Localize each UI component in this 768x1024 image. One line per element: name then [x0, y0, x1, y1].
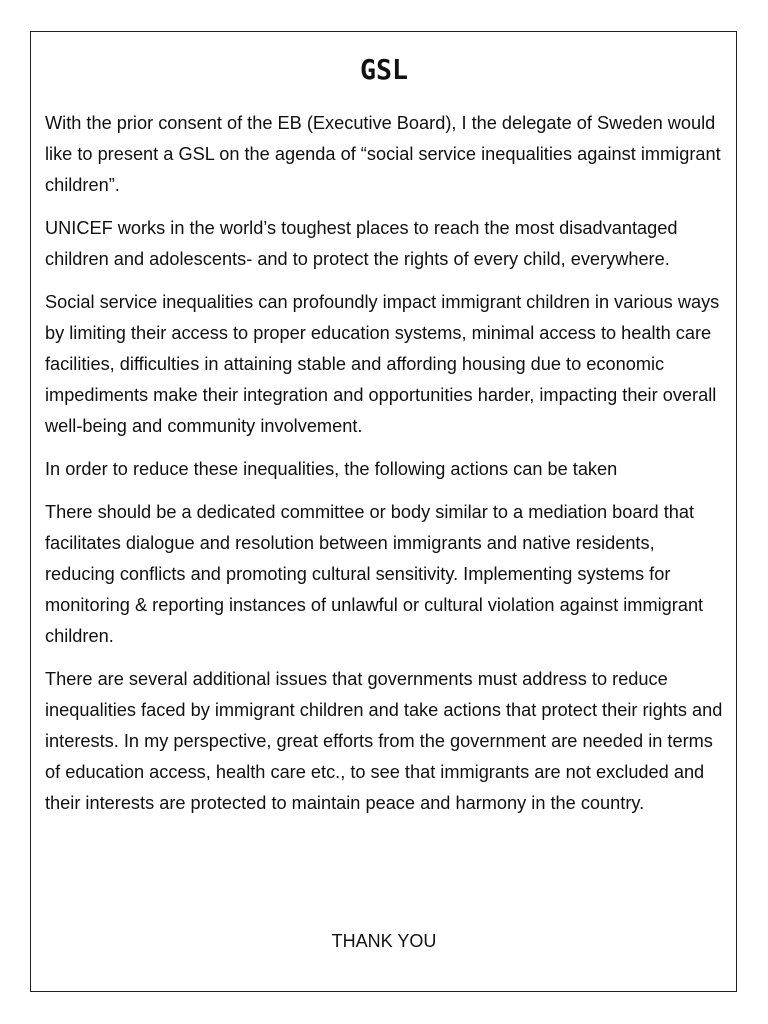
paragraph-committee: There should be a dedicated committee or body similar to a mediation board that facilitates dialogue and resolution between immigrants and native residents, reducing conflicts and promoting cultural sensitivity. Implementing systems for monitoring & reporting instances of unlawful or cultural violation against immigrant children.	[45, 502, 704, 646]
document-title: GSL	[359, 53, 409, 86]
paragraph-conclusion: There are several additional issues that governments must address to reduce inequalities faced by immigrant children and take actions that protect their rights and interests. In my perspective, great efforts from the government are needed in terms of education access, health care etc., to see that immigrants are not excluded and their interests are protected to maintain peace and harmony in the country.	[45, 669, 723, 813]
closing-line: THANK YOU	[331, 931, 437, 951]
document-body	[45, 108, 729, 831]
paragraph-actions-intro: In order to reduce these inequalities, the following actions can be taken	[45, 459, 618, 479]
paragraph-unicef: UNICEF works in the world’s toughest places to reach the most disadvantaged children and adolescents- and to protect the rights of every child, everywhere.	[45, 218, 678, 269]
paragraph-impact: Social service inequalities can profoundly impact immigrant children in various ways by limiting their access to proper education systems, minimal access to health care facilities, difficulties in attaining stable and affording housing due to economic impediments make their integration and opportunities harder, impacting their overall well-being and community involvement.	[45, 292, 720, 436]
paragraph-introduction: With the prior consent of the EB (Executive Board), I the delegate of Sweden would like to present a GSL on the agenda of “social service inequalities against immigrant children”.	[45, 113, 721, 195]
